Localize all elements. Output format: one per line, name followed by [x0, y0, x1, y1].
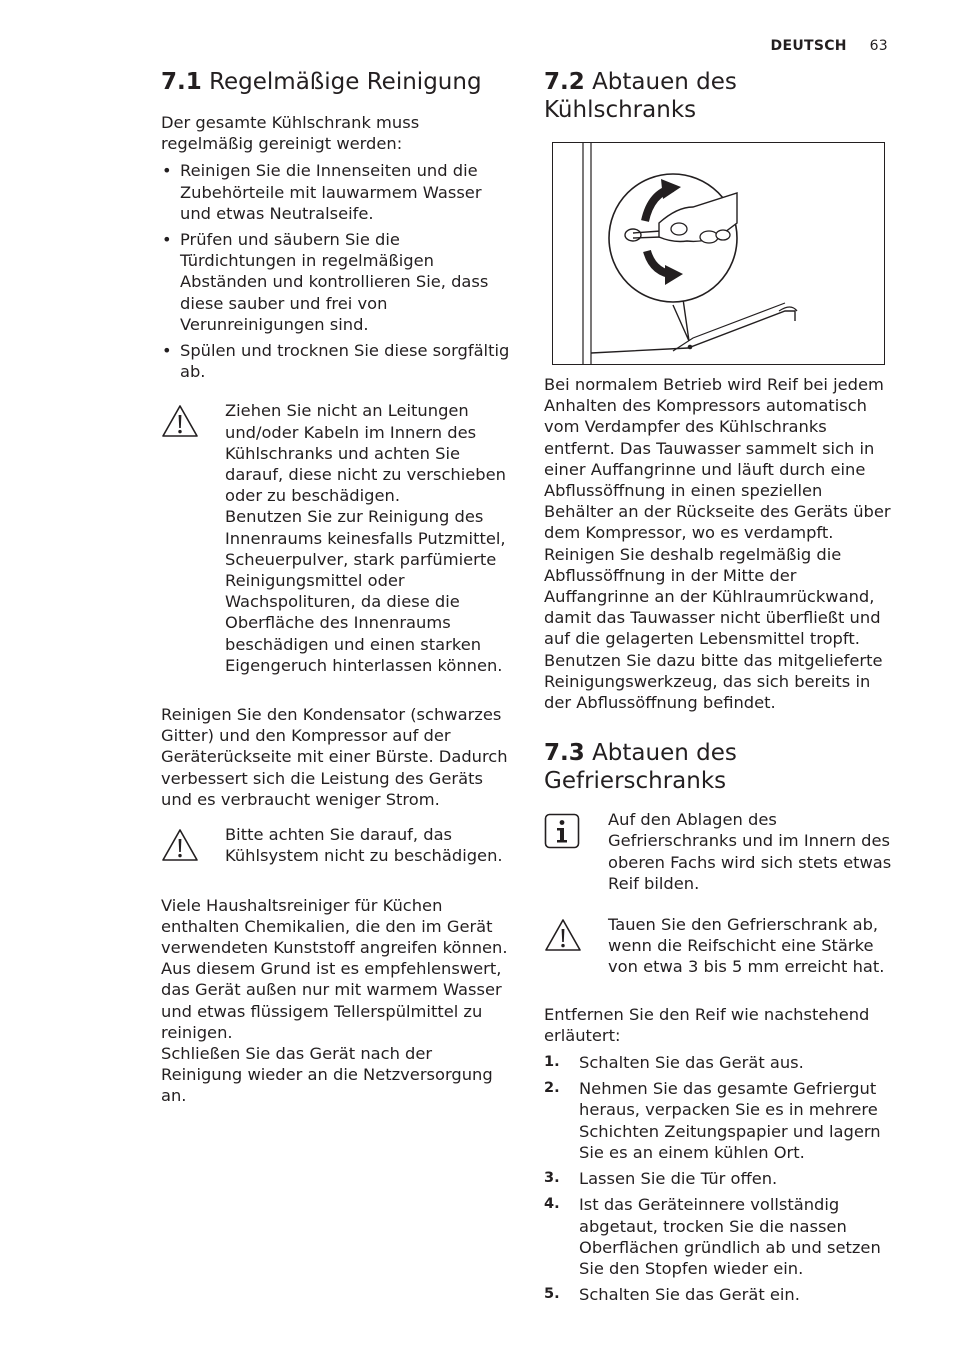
section-title: Abtauen des Gefrierschranks — [544, 740, 737, 795]
warning-triangle-icon — [544, 914, 584, 956]
section-heading-7-1 — [161, 68, 513, 96]
condenser-paragraph: Reinigen Sie den Kondensator (schwarzes Gitter) und den Kompressor auf der Geräterückseite mit einer Bürste. Dadurch verbessert sich die Leistung des Geräts und es verbraucht weniger Strom. — [161, 705, 508, 809]
defrost-paragraph: Bei normalem Betrieb wird Reif bei jedem Anhalten des Kompressors automatisch vom Verdampfer des Kühlschranks entfernt. Das Tauwasser sammelt sich in einer Auffangrinne und läuft durch eine Abflussöffnung in einen speziellen Behälter an der Rückseite des Geräts über dem Kompressor, wo es verdampft. Reinigen Sie deshalb regelmäßig die Abflussöffnung in der Mitte der Auffangrinne an der Kühlraumrückwand, damit das Tauwasser nicht überfließt und auf die gelagerten Lebensmittel tropft. Benutzen Sie dazu bitte das mitgelieferte Reinigungswerkzeug, das sich bereits in der Abflussöffnung befindet. — [544, 375, 891, 713]
list-item: 5. Schalten Sie das Gerät ein. — [544, 1285, 800, 1305]
reconnect-paragraph: Schließen Sie das Gerät nach der Reinigung wieder an die Netzversorgung an. — [161, 1043, 493, 1106]
section-heading-7-3 — [544, 739, 896, 795]
list-item: 1. Schalten Sie das Gerät aus. — [544, 1053, 804, 1073]
warning-text-defrost: Tauen Sie den Gefrierschrank ab, wenn die Reifschicht eine Stärke von etwa 3 bis 5 mm erreicht hat. — [608, 915, 885, 977]
warning-notice-cables — [161, 400, 513, 676]
info-notice-frost — [544, 809, 896, 894]
defrost-drain-illustration — [552, 142, 885, 365]
warning-text-cleaners: Benutzen Sie zur Reinigung des Innenraums keinesfalls Putzmittel, Scheuerpulver, stark parfümierte Reinigungsmittel oder Wachspolituren, da diese die Oberfläche des Innenraums beschädigen und einen starken Eigengeruch hinterlassen können. — [225, 507, 506, 675]
section-title: Abtauen des Kühlschranks — [544, 69, 737, 123]
section-heading-7-2 — [544, 68, 896, 124]
language-label: DEUTSCH — [770, 38, 847, 54]
list-item: • Prüfen und säubern Sie die Türdichtungen in regelmäßigen Abständen und kontrollieren Sie, dass diese sauber und frei von Verunreinigungen sind. — [162, 230, 489, 334]
warning-notice-cooling-system — [161, 824, 513, 866]
list-item: • Reinigen Sie die Innenseiten und die Zubehörteile mit lauwarmem Wasser und etwas Neutralseife. — [162, 161, 482, 223]
section-number: 7.1 — [161, 69, 202, 95]
warning-notice-defrost — [544, 914, 896, 978]
warning-text-cables: Ziehen Sie nicht an Leitungen und/oder Kabeln im Innern des Kühlschranks und achten Sie darauf, diese nicht zu verschieben oder zu beschädigen. — [225, 401, 506, 506]
warning-triangle-icon — [161, 400, 201, 442]
page-number: 63 — [869, 38, 888, 54]
section-title: Regelmäßige Reinigung — [209, 69, 482, 95]
info-icon — [544, 809, 584, 853]
defrost-steps-list — [544, 1052, 896, 1305]
cleaner-paragraph: Viele Haushaltsreiniger für Küchen enthalten Chemikalien, die den im Gerät verwendeten Kunststoff angreifen können. Aus diesem Grund ist es empfehlenswert, das Gerät außen nur mit warmem Wasser und etwas flüssigem Tellerspülmittel zu reinigen. — [161, 895, 508, 1042]
cleaning-bullet-list — [161, 160, 513, 382]
section-number: 7.3 — [544, 740, 585, 767]
warning-text-cooling-system: Bitte achten Sie darauf, das Kühlsystem nicht zu beschädigen. — [225, 825, 503, 866]
list-item: 4. Ist das Geräteinnere vollständig abgetaut, trocken Sie die nassen Oberflächen gründlich ab und setzen Sie den Stopfen wieder ein. — [544, 1195, 881, 1278]
left-column — [161, 68, 513, 1107]
section-number: 7.2 — [544, 69, 585, 95]
steps-intro: Entfernen Sie den Reif wie nachstehend erläutert: — [544, 1004, 870, 1045]
info-text-frost: Auf den Ablagen des Gefrierschranks und im Innern des oberen Fachs wird sich stets etwas Reif bilden. — [608, 810, 892, 893]
list-item: • Spülen und trocknen Sie diese sorgfältig ab. — [162, 341, 510, 382]
right-column — [544, 68, 896, 1310]
list-item: 3. Lassen Sie die Tür offen. — [544, 1169, 778, 1189]
page-header — [771, 38, 888, 54]
intro-paragraph: Der gesamte Kühlschrank muss regelmäßig gereinigt werden: — [161, 113, 420, 154]
list-item: 2. Nehmen Sie das gesamte Gefriergut heraus, verpacken Sie es in mehrere Schichten Zeitungspapier und lagern Sie es an einem kühlen Ort. — [544, 1079, 881, 1162]
warning-triangle-icon — [161, 824, 201, 866]
